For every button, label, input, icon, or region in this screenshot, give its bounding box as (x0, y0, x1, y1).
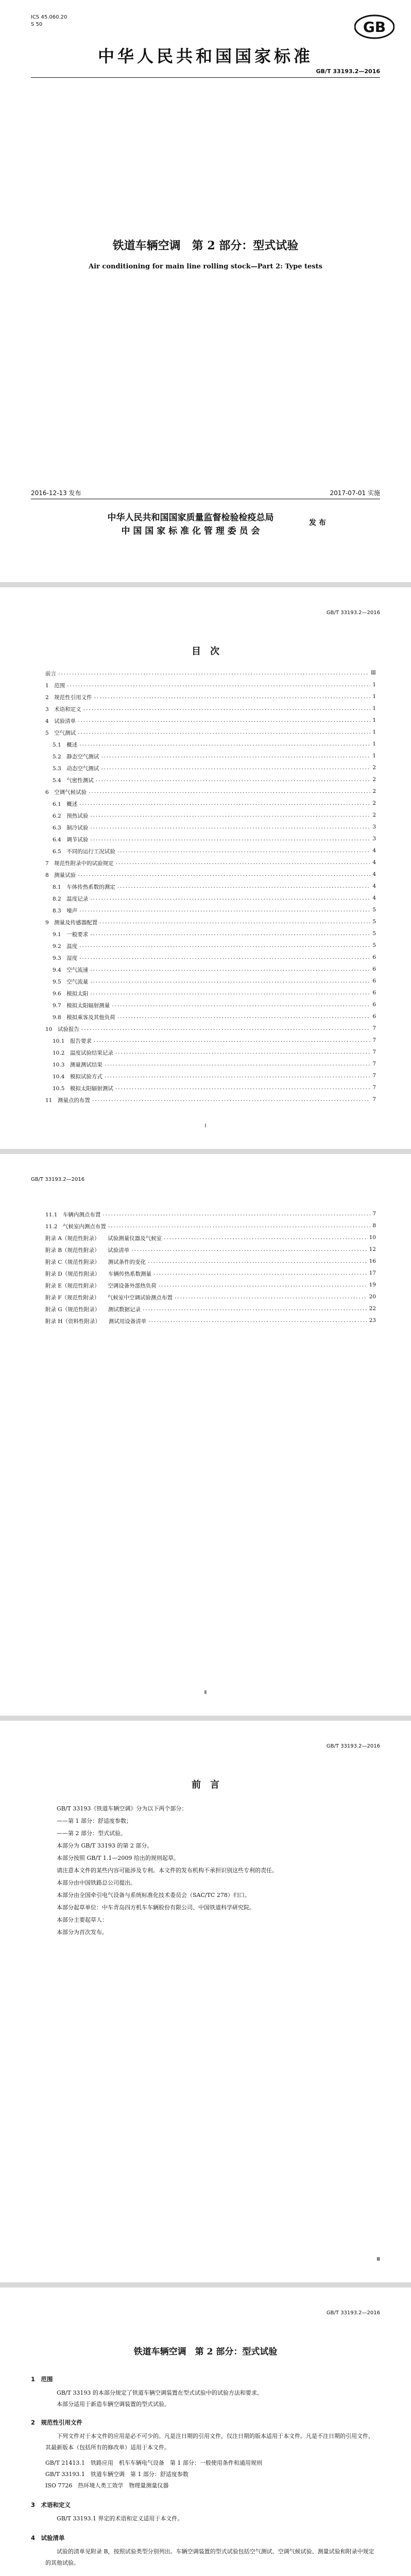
page-header-number: GB/T 33193.2—2016 (326, 610, 380, 616)
toc-entry[interactable] (53, 765, 376, 772)
toc-leader-dots (78, 729, 370, 737)
toc-leader-dots (117, 883, 371, 891)
toc-entry-page: 6 (372, 954, 376, 960)
toc-entry[interactable] (53, 1037, 376, 1045)
toc-entry[interactable] (45, 1025, 376, 1033)
toc-entry-label: 8.3 噪声 (53, 908, 78, 914)
toc-entry[interactable] (45, 717, 376, 725)
toc-entry-label: 6 空调气候试验 (45, 789, 87, 795)
toc-entry-label: 10.5 模拟太阳辐射测试 (53, 1086, 113, 1092)
foreword-title: 前 言 (192, 1780, 219, 1790)
toc-leader-dots (79, 942, 370, 950)
toc-leader-dots (99, 919, 370, 926)
toc-entry-page: 5 (372, 907, 376, 913)
toc-entry[interactable] (53, 907, 376, 914)
toc-entry-page: 7 (372, 1037, 376, 1043)
toc-entry-page: 2 (372, 800, 376, 806)
toc-entry-label: 10.1 报告要求 (53, 1038, 92, 1044)
standard-number: GB/T 33193.2—2016 (316, 68, 380, 75)
toc-entry[interactable] (45, 871, 376, 879)
foreword-page (0, 1721, 411, 2282)
toc-entry-label: 6.2 预热试验 (53, 813, 89, 819)
toc-leader-dots (79, 741, 370, 749)
toc-entry-label: 附录 C（规范性附录） 测试条件的变化 (45, 1259, 146, 1265)
cover-page (0, 0, 411, 582)
toc-entry-page: 5 (372, 942, 376, 948)
toc-entry-page: 7 (372, 1061, 376, 1067)
toc-entry-label: 5.4 气密性测试 (53, 777, 94, 784)
toc-entry[interactable] (45, 1317, 376, 1325)
toc-entry-page: 17 (369, 1270, 376, 1276)
toc-entry[interactable] (53, 966, 376, 974)
toc-entry[interactable] (45, 859, 376, 867)
toc-entry-label: 6.1 概述 (53, 801, 78, 807)
toc-entry-page: 4 (372, 859, 376, 866)
toc-leader-dots (89, 788, 370, 796)
foreword-paragraph: 本部分起草单位：中车青岛四方机车车辆股份有限公司、中国铁道科学研究院。 (57, 1904, 255, 1911)
toc-entry[interactable] (45, 705, 376, 713)
toc-entry-label: 9.4 空气流速 (53, 967, 89, 973)
toc-entry-label: 6.4 调节试验 (53, 837, 89, 843)
toc-entry[interactable] (45, 1246, 376, 1254)
toc-entry-page: 1 (372, 741, 376, 747)
toc-leader-dots (83, 705, 371, 713)
toc-leader-dots (92, 1096, 370, 1104)
foreword-paragraph: ——第 2 部分：型式试验。 (57, 1830, 126, 1837)
toc-entry-page: 6 (372, 966, 376, 972)
toc-entry-label: 1 范围 (45, 683, 65, 689)
gb-logo-icon (354, 14, 395, 39)
toc-leader-dots (153, 1270, 367, 1278)
toc-entry-label: 8.2 温度记录 (53, 896, 89, 902)
toc-entry-label: 10.2 温度试验结果记录 (53, 1050, 113, 1056)
toc-leader-dots (148, 1317, 367, 1325)
toc-entry-page: 23 (369, 1317, 376, 1324)
section-4-title: 4 试验清单 (31, 2534, 65, 2541)
toc-leader-dots (90, 824, 370, 832)
toc-entry-page: 1 (372, 717, 376, 723)
toc-entry-label: 附录 G（规范性附录） 测试数据记录 (45, 1307, 141, 1313)
toc-entry-label: 10.3 测量测试结果 (53, 1062, 102, 1068)
toc-entry-page: 16 (369, 1258, 376, 1264)
toc-entry-page: 2 (372, 812, 376, 818)
toc-leader-dots (115, 1084, 370, 1092)
toc-entry[interactable] (53, 978, 376, 986)
foreword-paragraph: ——第 1 部分：舒适度参数； (57, 1818, 132, 1824)
toc-entry-label: 5.1 概述 (53, 742, 78, 748)
toc-entry-page: 3 (372, 836, 376, 842)
toc-leader-dots (143, 1306, 367, 1313)
toc-entry-page: 5 (372, 930, 376, 937)
toc-entry-page: 7 (372, 1049, 376, 1055)
standard-title: 中华人民共和国国家标准 (97, 46, 313, 66)
issue-word: 发 布 (309, 519, 326, 527)
toc-entry-label: 7 规范性附录中的试验规定 (45, 860, 114, 867)
toc-page (0, 587, 411, 1149)
toc-entry-page: 1 (372, 753, 376, 759)
toc-entry[interactable] (53, 930, 376, 938)
toc-entry-page: 4 (372, 883, 376, 889)
toc-entry-page: 2 (372, 765, 376, 771)
toc-entry[interactable] (53, 1013, 376, 1021)
toc-entry-label: 6.3 制冷试验 (53, 825, 89, 831)
toc-entry[interactable] (53, 1002, 376, 1009)
toc-entry-page: 22 (369, 1306, 376, 1312)
toc-entry-label: 9.7 模拟太阳辐射测量 (53, 1003, 110, 1009)
toc-entry-label: 5 空气测试 (45, 730, 76, 736)
toc-leader-dots (78, 717, 370, 725)
section-3-title: 3 术语和定义 (31, 2501, 71, 2509)
issuer-aqsiq: 中华人民共和国国家质量监督检验检疫总局 (107, 513, 274, 523)
toc-entry-page: 19 (369, 1282, 376, 1288)
toc-leader-dots (148, 1258, 367, 1266)
toc-entry[interactable] (45, 919, 376, 926)
toc-leader-dots (90, 966, 370, 974)
toc-leader-dots (79, 954, 370, 962)
toc-entry[interactable] (45, 1270, 376, 1278)
toc-entry-page: 12 (369, 1246, 376, 1252)
toc-entry-label: 附录 H（资料性附录） 测试用设备清单 (45, 1318, 147, 1325)
toc-leader-dots (58, 670, 369, 677)
effective-date: 2017-07-01 实施 (330, 489, 380, 497)
toc-entry[interactable] (45, 1211, 376, 1218)
toc-entry[interactable] (53, 1084, 376, 1092)
toc-entry-label: 10 试验报告 (45, 1026, 79, 1032)
toc-leader-dots (79, 800, 370, 808)
toc-entry-page: 1 (372, 729, 376, 735)
toc-entry-page: 7 (372, 1096, 376, 1103)
toc-leader-dots (90, 836, 370, 843)
toc-entry-label: 附录 B（规范性附录） 试验清单 (45, 1247, 130, 1253)
foreword-paragraph: 本部分为 GB/T 33193 的第 2 部分。 (57, 1842, 153, 1849)
toc-leader-dots (90, 895, 370, 903)
toc-leader-dots (117, 848, 371, 855)
toc-leader-dots (101, 765, 370, 772)
foreword-paragraph: 本部分为首次发布。 (57, 1929, 108, 1936)
section-1-title: 1 范围 (31, 2376, 53, 2383)
section-2-text: 下列文件对于本文件的应用是必不可少的。凡是注日期的引用文件，仅注日期的版本适用于本文件。凡是不注日期的引用文件，其最新版本（包括所有的修改单）适用于本文件。 (45, 2433, 374, 2451)
body-page (0, 2287, 411, 2576)
toc-entry-label: 5.2 静态空气测试 (53, 754, 99, 760)
toc-leader-dots (175, 1294, 367, 1301)
toc-leader-dots (159, 1282, 367, 1290)
toc-entry-label: 9.8 模拟乘客及其他负荷 (53, 1014, 115, 1021)
ics-code: ICS 45.060.20 (31, 14, 67, 20)
toc-entry-label: 9.2 温度 (53, 943, 78, 950)
toc-entry-label: 附录 D（规范性附录） 车辆传热系数测量 (45, 1271, 152, 1277)
toc-entry-label: 9.1 一般要求 (53, 931, 89, 938)
toc-leader-dots (96, 776, 371, 784)
toc-entry-page: 7 (372, 1025, 376, 1031)
toc-entry-page: 6 (372, 990, 376, 996)
toc-entry-page: 8 (372, 1223, 376, 1229)
toc-entry-page: 6 (372, 978, 376, 984)
page-header-number: GB/T 33193.2—2016 (326, 1743, 380, 1749)
toc-entry-page: Ⅲ (370, 670, 376, 676)
toc-leader-dots (102, 1211, 370, 1218)
toc-leader-dots (81, 1025, 370, 1033)
toc-entry-page: 2 (372, 776, 376, 783)
section-1-text-2: 本部分适用于新造车辆空调装置的型式试验。 (57, 2401, 170, 2408)
toc-entry[interactable] (53, 883, 376, 891)
issuer-sac: 中 国 国 家 标 准 化 管 理 委 员 会 (121, 526, 260, 536)
toc-leader-dots (108, 1223, 370, 1230)
toc-entry[interactable] (45, 1282, 376, 1290)
toc-entry[interactable] (53, 776, 376, 784)
toc-entry[interactable] (45, 1096, 376, 1104)
toc-entry-label: 3 术语和定义 (45, 706, 81, 713)
toc-entry-page: 7 (372, 1073, 376, 1079)
toc-entry[interactable] (53, 824, 376, 832)
toc-entry[interactable] (45, 788, 376, 796)
toc-entry-page: 3 (372, 824, 376, 830)
toc-entry-page: 1 (372, 682, 376, 688)
cover-rule-top (31, 77, 380, 78)
toc-entry[interactable] (53, 800, 376, 808)
toc-entry-label: 9.6 模拟太阳 (53, 991, 89, 997)
toc-entry-page: 7 (372, 1211, 376, 1217)
toc-leader-dots (116, 859, 371, 867)
toc-leader-dots (105, 1061, 370, 1069)
toc-leader-dots (94, 693, 371, 701)
toc-entry-label: 附录 E（规范性附录） 空调设备外部热负荷 (45, 1283, 157, 1289)
toc-entry-label: 9 测量及传感器配置 (45, 920, 98, 926)
toc-leader-dots (90, 812, 370, 820)
toc-entry-page: 4 (372, 895, 376, 901)
body-title: 铁道车辆空调 第 2 部分：型式试验 (133, 2347, 278, 2357)
toc-entry-page: 4 (372, 871, 376, 877)
toc-entry[interactable] (53, 990, 376, 997)
toc-entry-page: 10 (369, 1234, 376, 1241)
toc-entry[interactable] (45, 682, 376, 689)
toc-entry[interactable] (53, 753, 376, 760)
section-3-text: GB/T 33193.1 界定的术语和定义适用于本文件。 (57, 2515, 183, 2522)
cover-title-cn: 铁道车辆空调 第 2 部分：型式试验 (112, 239, 299, 252)
toc-entry[interactable] (53, 741, 376, 749)
ccs-code: S 50 (31, 22, 43, 27)
toc-entry[interactable] (53, 1061, 376, 1069)
toc-leader-dots (67, 682, 370, 689)
toc-entry[interactable] (53, 1049, 376, 1057)
toc-entry[interactable] (45, 1294, 376, 1301)
toc-leader-dots (115, 1049, 370, 1057)
toc-entry-label: 附录 F（规范性附录） 气候室中空调试验测点布置 (45, 1295, 173, 1301)
reference-2: GB/T 33193.1 铁道车辆空调 第 1 部分：舒适度参数 (45, 2471, 189, 2478)
toc-entry[interactable] (45, 1234, 376, 1242)
toc-leader-dots (164, 1234, 367, 1242)
toc-entry-page: 6 (372, 1013, 376, 1020)
foreword-paragraph: 请注意本文件的某些内容可能涉及专利。本文件的发布机构不承担识别这些专利的责任。 (57, 1867, 278, 1874)
toc-leader-dots (90, 930, 370, 938)
toc-entry-label: 11 测量点的布置 (45, 1097, 90, 1104)
toc-entry[interactable] (45, 670, 376, 677)
toc-entry-label: 4 试验清单 (45, 718, 76, 724)
section-4-text: 试验的清单见附录 B，按照试验类型分别列出。车辆空调装置的型式试验包括空气测试、空调气候试验、测量试验和附录中规定的其他试验。 (45, 2548, 374, 2566)
toc-leader-dots (131, 1246, 367, 1254)
toc-title: 目 次 (192, 646, 219, 657)
section-1-text: GB/T 33193 的本部分规定了铁道车辆空调装置在型式试验中的试验方法和要求。 (57, 2389, 263, 2396)
toc-leader-dots (79, 907, 370, 914)
toc-leader-dots (90, 990, 370, 997)
toc-entry-page: 2 (372, 788, 376, 794)
toc-entry-label: 9.5 空气流量 (53, 979, 89, 985)
page-number: Ⅰ (204, 1123, 207, 1129)
toc-entry[interactable] (45, 1223, 376, 1230)
publish-date: 2016-12-13 发布 (31, 489, 81, 497)
toc-entry-page: 1 (372, 693, 376, 700)
toc-leader-dots (101, 753, 370, 760)
svg-text:GB: GB (363, 19, 386, 36)
toc-entry-label: 11.2 气候室内测点布置 (45, 1224, 106, 1230)
toc-entry-label: 附录 A（规范性附录） 试验测量仪器及气候室 (45, 1235, 162, 1242)
toc-entry-page: 1 (372, 705, 376, 711)
foreword-paragraph: 本部分由中国铁路总公司提出。 (57, 1879, 136, 1886)
toc-leader-dots (90, 978, 370, 986)
toc-entry-page: 20 (369, 1294, 376, 1300)
toc-entry[interactable] (53, 1073, 376, 1080)
toc-entry-label: 6.5 不同的运行工况试验 (53, 849, 115, 855)
toc-entry-label: 8.1 车体传热系数的测定 (53, 884, 115, 890)
toc-entry[interactable] (53, 812, 376, 820)
toc-entry[interactable] (53, 895, 376, 903)
toc-entry[interactable] (45, 1258, 376, 1266)
toc-entry-page: 6 (372, 1002, 376, 1008)
toc-entry[interactable] (53, 848, 376, 855)
toc-entry[interactable] (45, 729, 376, 737)
foreword-paragraph: 本部分按照 GB/T 1.1—2009 给出的规则起草。 (57, 1855, 179, 1861)
toc-leader-dots (78, 871, 370, 879)
toc-entry-page: 5 (372, 919, 376, 925)
reference-1: GB/T 21413.1 铁路应用 机车车辆电气设备 第 1 部分：一般使用条件和通用规则 (45, 2460, 262, 2466)
toc-entry-label: 8 测量试验 (45, 872, 76, 878)
toc-entry[interactable] (53, 836, 376, 843)
toc-leader-dots (117, 1013, 371, 1021)
toc-entry-label: 2 规范性引用文件 (45, 694, 92, 701)
toc-leader-dots (105, 1073, 370, 1080)
page-number: Ⅲ (376, 2257, 380, 2262)
reference-3: ISO 7726 热环境人类工效学 物理量测量仪器 (45, 2482, 169, 2489)
toc-page-2 (0, 1154, 411, 1716)
page-header-number: GB/T 33193.2—2016 (31, 1177, 85, 1182)
toc-entry-label: 5.3 动态空气测试 (53, 766, 99, 772)
toc-entry[interactable] (53, 942, 376, 950)
page-number: Ⅱ (204, 1690, 207, 1696)
cover-title-en: Air conditioning for main line rolling stock—Part 2: Type tests (89, 263, 322, 270)
section-2-title: 2 规范性引用文件 (31, 2419, 83, 2426)
toc-entry-label: 10.4 模拟试验方式 (53, 1074, 102, 1080)
page-header-number: GB/T 33193.2—2016 (326, 2310, 380, 2316)
foreword-paragraph: GB/T 33193《铁道车辆空调》分为以下两个部分： (57, 1805, 187, 1812)
toc-entry-page: 4 (372, 848, 376, 854)
foreword-paragraph: 本部分主要起草人： (57, 1917, 108, 1923)
toc-entry-label: 前言 (45, 671, 56, 677)
foreword-paragraph: 本部分由全国牵引电气设备与系统标准化技术委员会（SAC/TC 278）归口。 (57, 1892, 250, 1899)
toc-entry[interactable] (45, 1306, 376, 1313)
toc-leader-dots (94, 1037, 370, 1045)
toc-entry-page: 7 (372, 1084, 376, 1091)
toc-entry-label: 11.1 车辆内测点布置 (45, 1212, 101, 1218)
toc-leader-dots (112, 1002, 370, 1009)
toc-entry[interactable] (53, 954, 376, 962)
toc-entry-label: 9.3 湿度 (53, 955, 78, 961)
toc-entry[interactable] (45, 693, 376, 701)
